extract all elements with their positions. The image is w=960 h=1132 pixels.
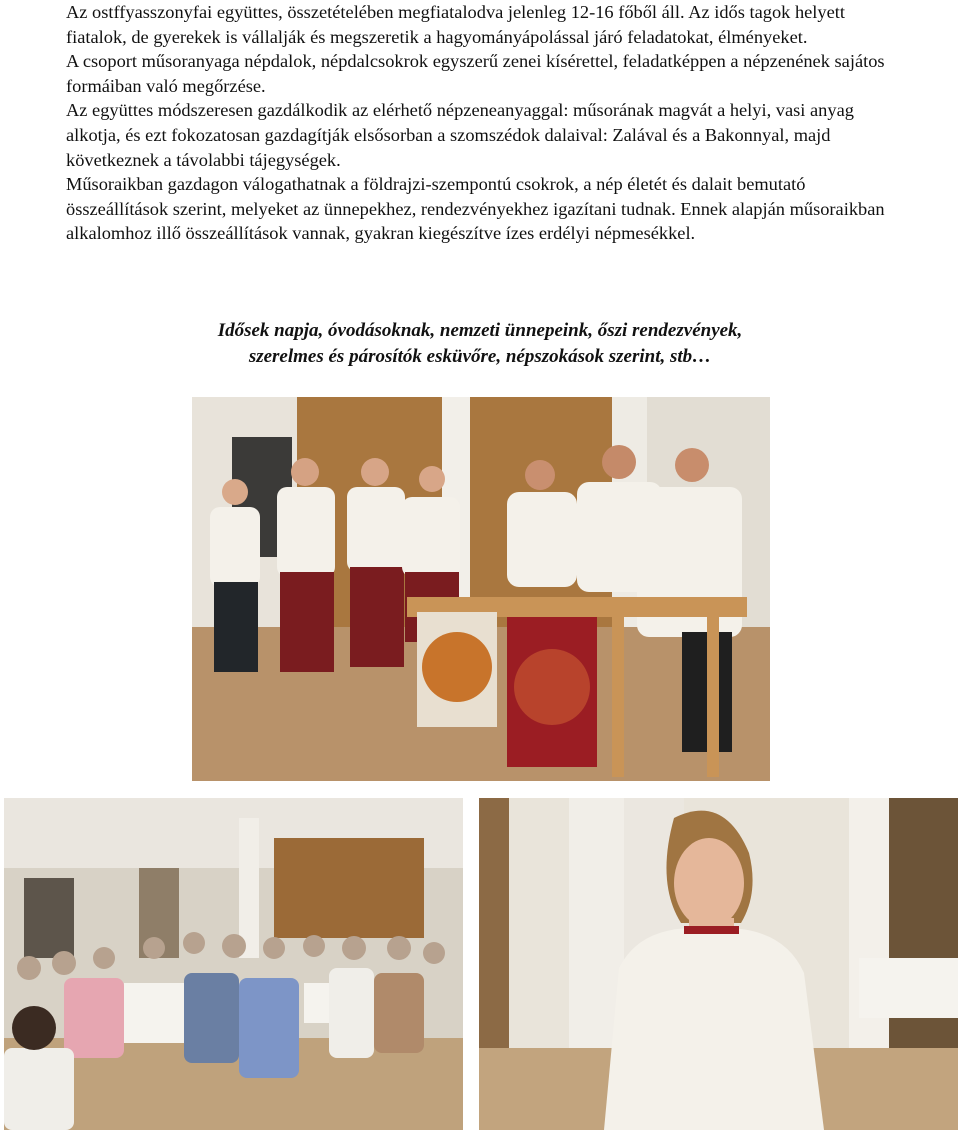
paragraph-ensemble-composition: Az ostffyasszonyfai együttes, összetételében megfiatalodva jelenleg 12-16 főből áll. Az idős tagok helyett fiatalok, de gyerekek is vállalják és megszeretik a hagyományápolással járó feladatokat, élményeket. — [66, 2, 845, 47]
photo-audience — [4, 798, 463, 1130]
photo-ensemble-performance — [192, 397, 770, 781]
occasions-line-2: szerelmes és párosítók esküvőre, népszokások szerint, stb… — [248, 346, 712, 367]
body-text — [66, 0, 906, 246]
occasions-highlight — [100, 318, 860, 370]
paragraph-repertoire: A csoport műsoranyaga népdalok, népdalcsokrok egyszerű zenei kísérettel, feladatképpen a népzenének sajátos formáiban való megőrzése. — [66, 51, 885, 96]
paragraph-folk-material: Az együttes módszeresen gazdálkodik az elérhető népzeneanyaggal: műsorának magvát a helyi, vasi anyag alkotja, és ezt fokozatosan gazdagítják elsősorban a szomszédok dalaival: Zalával és a Bakonnyal, majd következnek a távolabbi tájegységek. — [66, 100, 854, 170]
occasions-line-1: Idősek napja, óvodásoknak, nemzeti ünnepeink, őszi rendezvények, — [217, 320, 743, 341]
photo-singer-portrait — [479, 798, 958, 1130]
paragraph-programs: Műsoraikban gazdagon válogathatnak a földrajzi-szempontú csokrok, a nép életét és dalait bemutató összeállítások szerint, melyeket az ünnepekhez, rendezvényekhez igazítani tudnak. Ennek alapján műsoraikban alkalomhoz illő összeállítások vannak, gyakran kiegészítve ízes erdélyi népmesékkel. — [66, 174, 885, 244]
